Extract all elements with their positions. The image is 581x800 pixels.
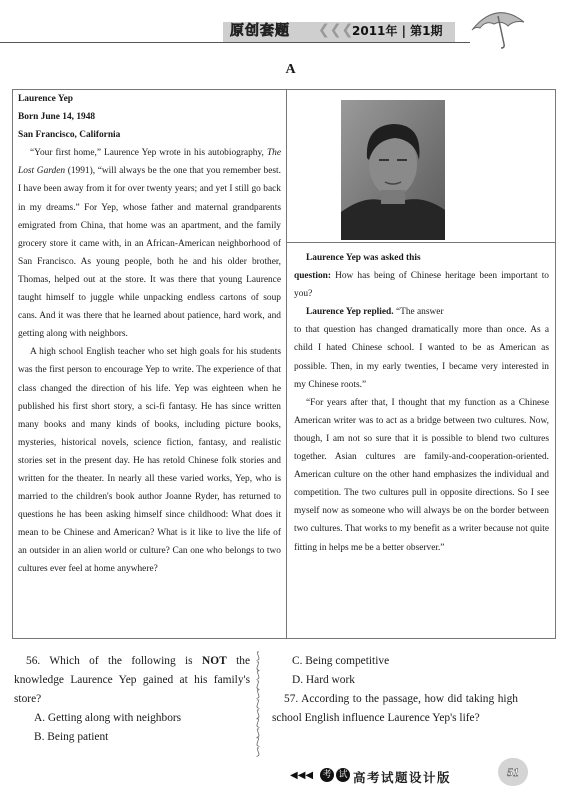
question-text: How has being of Chinese heritage been important to you? xyxy=(294,271,549,300)
q56-option-c: C. Being competitive xyxy=(292,655,390,667)
bio-born: Born June 14, 1948 xyxy=(18,112,96,123)
bio-paragraph-1 xyxy=(18,144,281,343)
interview-column xyxy=(294,249,549,557)
bio-p1-text-b: (1991), “will always be the one that you remember best. I have been away from it for over twenty years; and yet I still go back in my dreams.” For Yep, whose father and maternal grandparents emigrated from China, that home was an apartment, and the family grocery store it came with, in an African-American neighborhood of San Francisco. As young people, both he and his older brother, Thomas, helped out at the store. It was there that young Laurence taught himself to juggle while unpacking endless cartons of soup cans. And it was there that he learned about patience, hard work, and getting along with neighbors. xyxy=(18,166,281,340)
bio-name: Laurence Yep xyxy=(18,94,73,104)
reply-open: “The answer xyxy=(393,307,444,318)
q56-text-b: the knowledge Laurence Yep gained at his family's store? xyxy=(14,655,251,705)
header-rule xyxy=(0,42,470,43)
series-title: 原创套题 xyxy=(230,23,290,39)
bio-column xyxy=(18,90,281,579)
bio-place: San Francisco, California xyxy=(18,130,121,141)
replied-label: Laurence Yep replied. xyxy=(306,307,394,318)
question-label: question: xyxy=(294,271,331,282)
q56-option-b: B. Being patient xyxy=(34,731,109,743)
footer-title: 高考试题设计版 xyxy=(353,770,452,785)
reply-paragraph-1: to that question has changed dramatically more than once. As a child I hated Chinese school. I wanted to be as American as possible. Then, in my early twenties, I became very interested in my Chinese roots.” xyxy=(294,325,549,390)
column-separator-decoration: ⟆ ⟅ ⟆ ⟅ ⟆ ⟅ ⟆ ⟅ ⟆ ⟅ ⟆ xyxy=(256,651,260,758)
umbrella-icon xyxy=(466,6,530,50)
page-number: 51 xyxy=(498,758,528,786)
q56-not: NOT xyxy=(202,655,227,667)
interview-question xyxy=(294,267,549,303)
book-title: The Lost Garden xyxy=(18,148,281,177)
interview-intro xyxy=(294,249,549,267)
bio-p1-text-a: “Your first home,” Laurence Yep wrote in his autobiography, xyxy=(30,148,267,159)
footer-seal-1: 考 xyxy=(320,768,334,782)
section-letter: A xyxy=(285,62,296,77)
q56-text-a: 56. Which of the following is xyxy=(26,655,203,667)
article-frame xyxy=(12,89,556,639)
issue-label: 2011年 | 第1期 xyxy=(352,24,443,38)
q56-option-d: D. Hard work xyxy=(292,674,355,686)
question-57-block xyxy=(272,652,518,728)
reply-paragraph-2: “For years after that, I thought that my function as a Chinese American writer was to act as a bridge between two cultures. Now, though, I am not so sure that it is possible to blend two cultures together. Asian cultures are family-and-cooperation-oriented. American culture on the other hand emphasizes the individual and competition. The two cultures pull in opposite directions. So I see myself now as someone who will always be on the border between two cultures. That works to my benefit as a writer because not quite fitting in helps me be a better observer.” xyxy=(294,397,549,553)
bio-paragraph-2: A high school English teacher who set high goals for his students was the first person to encourage Yep to write. The experience of that class changed the direction of his life. Yep was eighteen when he published his first short story, a sci-fi fantasy. He has since written many books and many kinds of books, including picture books, mysteries, historical novels, science fiction, fantasy, and realistic stories set in the present day. He has retold Chinese folk stories and written for the theater. In nearly all these varied works, Yep, who is married to the children's book author Joanne Ryder, has returned to questions he has been asking himself since childhood: What does it mean to be Chinese and American? What is it like to live the life of an outsider in an alien world or culture? Can one who belongs to two cultures ever feel at home anywhere? xyxy=(18,347,281,575)
chevrons-decoration: ❮❮❮ xyxy=(318,22,354,38)
question-56 xyxy=(14,652,250,747)
interview-reply-intro xyxy=(294,303,549,321)
q57-stem: 57. According to the passage, how did taking high school English influence Laurence Yep's life? xyxy=(272,693,518,724)
q56-stem xyxy=(14,652,250,709)
author-photo xyxy=(341,100,445,240)
photo-box xyxy=(287,90,555,243)
footer-seal-2: 试 xyxy=(336,768,350,782)
footer-arrows-icon: ◀◀◀ xyxy=(290,770,314,781)
asked-label: Laurence Yep was asked this xyxy=(306,253,421,263)
q56-option-a: A. Getting along with neighbors xyxy=(34,712,182,724)
